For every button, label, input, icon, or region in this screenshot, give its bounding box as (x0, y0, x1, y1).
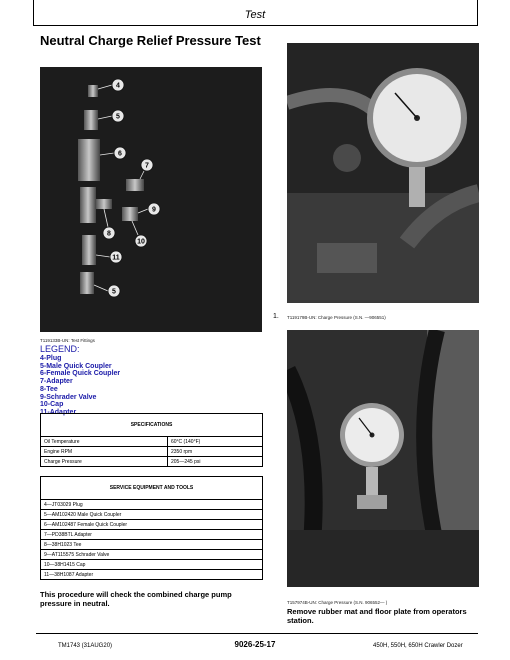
legend-title: LEGEND: (40, 344, 80, 354)
callout-4: 4 (116, 82, 120, 90)
legend-item: 10-Cap (40, 401, 64, 409)
fittings-caption: T119133B-UN: Test Fittings (40, 338, 95, 343)
table-row (41, 530, 263, 540)
section-header: Test (244, 9, 266, 21)
legend-item: 4-Plug (40, 355, 62, 362)
table-row (41, 500, 263, 510)
gauge-photo-illustration (287, 43, 479, 303)
legend-item: 11-Adapter (40, 408, 77, 416)
tool-item: 10—38H1415 Cap (41, 560, 263, 570)
callout-10: 10 (137, 238, 145, 246)
charge-pressure-photo-1 (287, 43, 479, 303)
fittings-photo (40, 67, 262, 332)
charge-pressure-photo-2 (287, 330, 479, 587)
table-row (41, 437, 263, 447)
tool-item: 6—AM102487 Female Quick Coupler (41, 520, 263, 530)
tools-table (40, 476, 263, 580)
legend-item: 6-Female Quick Coupler (40, 370, 121, 378)
callout-5: 5 (116, 113, 120, 121)
callout-9: 9 (152, 206, 156, 214)
tool-item: 8—38H1023 Tee (41, 540, 263, 550)
table-row (41, 520, 263, 530)
table-row (41, 570, 263, 580)
table-row (41, 550, 263, 560)
legend-item: 7-Adapter (40, 378, 73, 386)
footer-model: 450H, 550H, 650H Crawler Dozer (373, 643, 463, 649)
callout-6: 6 (118, 150, 122, 158)
specifications-table (40, 413, 263, 467)
spec-value: 205—245 psi (168, 457, 263, 467)
callout-7: 7 (145, 162, 149, 170)
spec-value: 2350 rpm (168, 447, 263, 457)
spec-value: 60°C (140°F) (168, 437, 263, 447)
page-title: Neutral Charge Relief Pressure Test (40, 33, 261, 48)
spec-label: Engine RPM (41, 447, 168, 457)
tool-item: 7—PD38BTL Adapter (41, 530, 263, 540)
fittings-illustration (40, 67, 262, 332)
procedure-note: This procedure will check the combined charge pump pressure in neutral. (40, 590, 232, 608)
spec-label: Charge Pressure (41, 457, 168, 467)
gauge-photo-2-illustration (287, 330, 479, 587)
footer-rule (36, 633, 478, 634)
table-row (41, 447, 263, 457)
header-rule (33, 25, 478, 26)
photo-bottom-caption: T157974B-UN: Charge Pressure (S.N. 906552— ) (287, 600, 388, 605)
step-number: 1. (273, 313, 279, 320)
table-row (41, 510, 263, 520)
footer-page-number: 9026-25-17 (234, 640, 276, 649)
legend-list (40, 355, 120, 417)
callout-5b: 5 (112, 288, 116, 296)
tool-item: 5—AM102420 Male Quick Coupler (41, 510, 263, 520)
legend-item: 9-Schrader Valve (40, 393, 97, 401)
legend-item: 8-Tee (40, 385, 58, 393)
callout-11: 11 (112, 254, 120, 262)
table-row (41, 560, 263, 570)
photo-top-caption: T119179B-UN: Charge Pressure (S.N. —906551) (287, 315, 386, 320)
tool-item: 9—AT115575 Schrader Valve (41, 550, 263, 560)
legend-item: 5-Male Quick Coupler (40, 362, 112, 370)
tool-item: 4—JT03029 Plug (41, 500, 263, 510)
table-row (41, 540, 263, 550)
footer-doc-id: TM1743 (31AUG20) (58, 643, 113, 649)
tool-item: 11—38H1087 Adapter (41, 570, 263, 580)
tools-heading: SERVICE EQUIPMENT AND TOOLS (41, 477, 263, 500)
spec-label: Oil Temperature (41, 437, 168, 447)
step-instruction: Remove rubber mat and floor plate from operators station. (287, 607, 467, 625)
table-row (41, 457, 263, 467)
specifications-heading: SPECIFICATIONS (41, 414, 263, 437)
callout-8: 8 (107, 230, 111, 238)
